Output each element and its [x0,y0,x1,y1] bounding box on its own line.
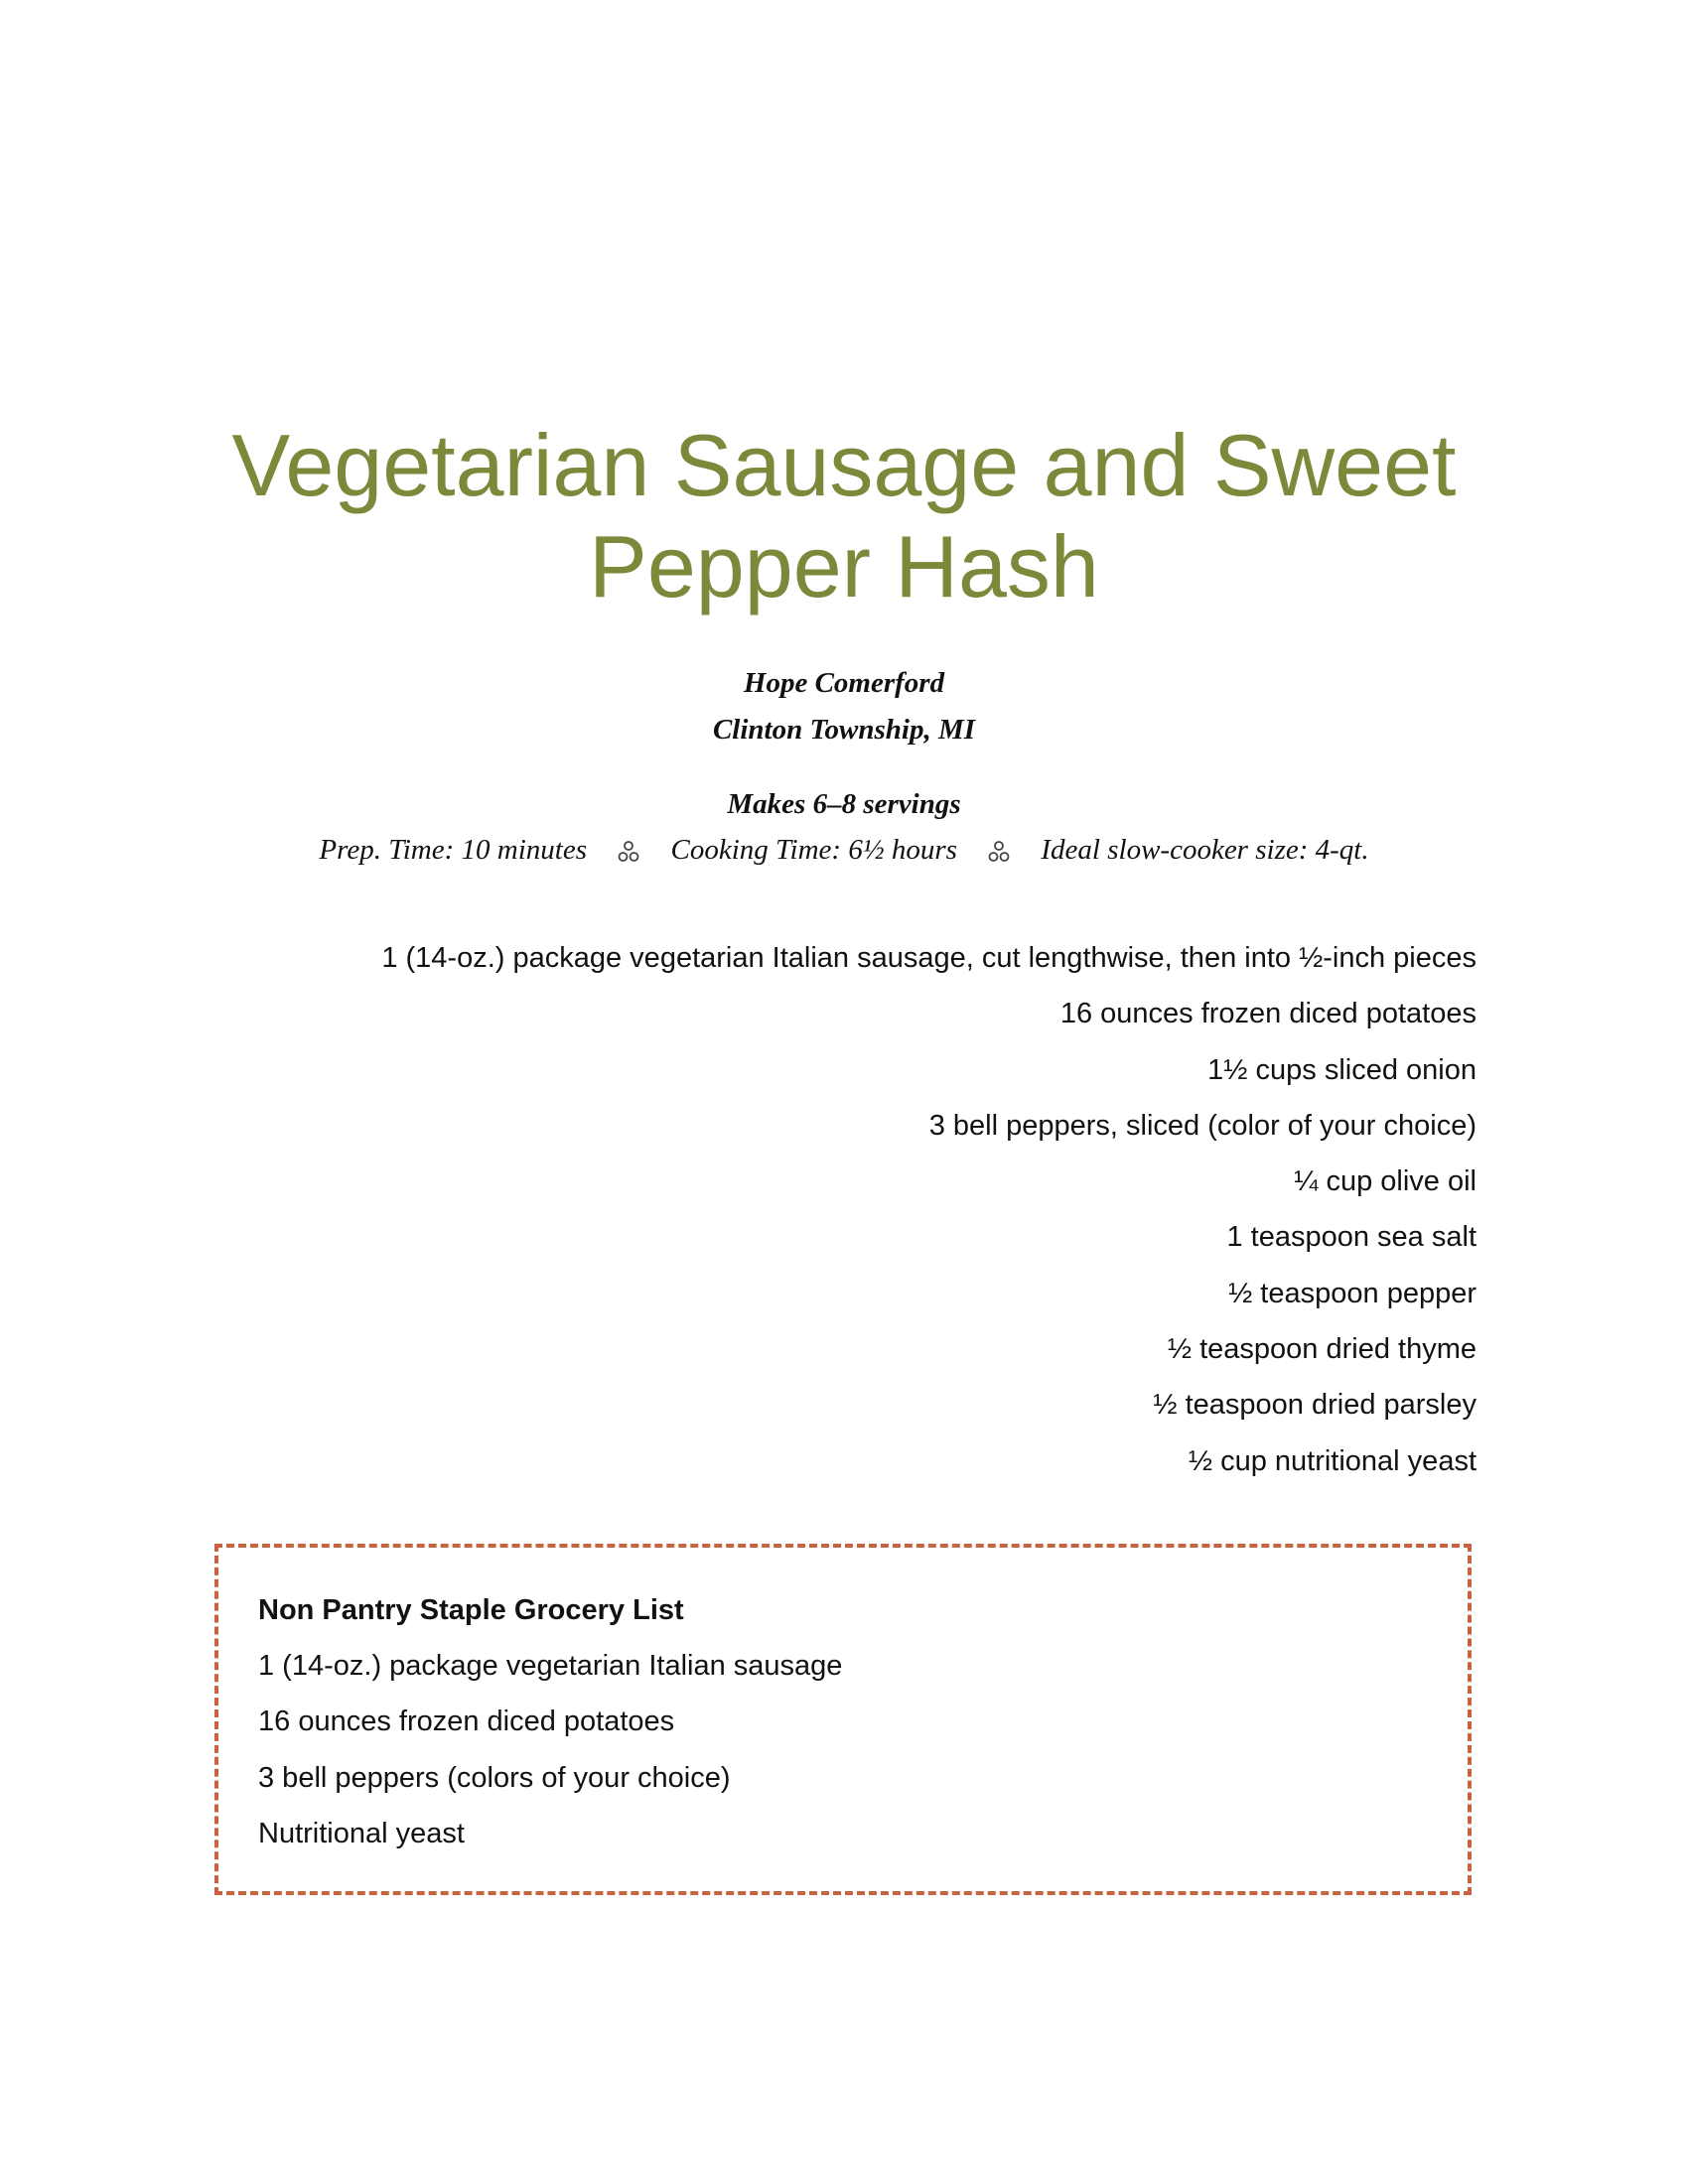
grocery-item: 3 bell peppers (colors of your choice) [258,1761,731,1794]
recipe-title: Vegetarian Sausage and Sweet Pepper Hash [231,416,1457,615]
ingredients-list [199,930,1477,1489]
ingredient-item: ½ teaspoon dried parsley [1153,1389,1477,1422]
ingredient-item: ¼ cup olive oil [1294,1165,1477,1198]
trefoil-icon [616,839,641,865]
grocery-item: 16 ounces frozen diced potatoes [258,1706,675,1738]
ingredient-item: ½ teaspoon pepper [1228,1277,1477,1309]
recipe-meta-line [149,826,1539,874]
cooker-size: Ideal slow-cooker size: 4-qt. [1041,834,1369,866]
ingredient-item: 1½ cups sliced onion [1207,1053,1477,1086]
ingredient-item: 16 ounces frozen diced potatoes [1059,998,1477,1030]
ingredient-item: 1 teaspoon sea salt [1226,1221,1477,1254]
grocery-item: Nutritional yeast [258,1817,465,1849]
grocery-item: 1 (14-oz.) package vegetarian Italian sausage [258,1650,843,1682]
prep-time: Prep. Time: 10 minutes [319,834,587,866]
ingredient-item: 3 bell peppers, sliced (color of your choice) [928,1109,1477,1142]
trefoil-icon [986,839,1012,865]
ingredient-item: 1 (14-oz.) package vegetarian Italian sausage, cut lengthwise, then into ½-inch pieces [381,942,1477,974]
recipe-servings: Makes 6–8 servings [727,788,961,820]
grocery-list-title: Non Pantry Staple Grocery List [258,1594,684,1626]
grocery-list [258,1638,842,1861]
recipe-author: Hope Comerford [743,667,945,699]
cooking-time: Cooking Time: 6½ hours [670,834,957,866]
ingredient-item: ½ teaspoon dried thyme [1167,1333,1477,1366]
ingredient-item: ½ cup nutritional yeast [1188,1444,1477,1477]
author-location: Clinton Township, MI [712,714,976,746]
